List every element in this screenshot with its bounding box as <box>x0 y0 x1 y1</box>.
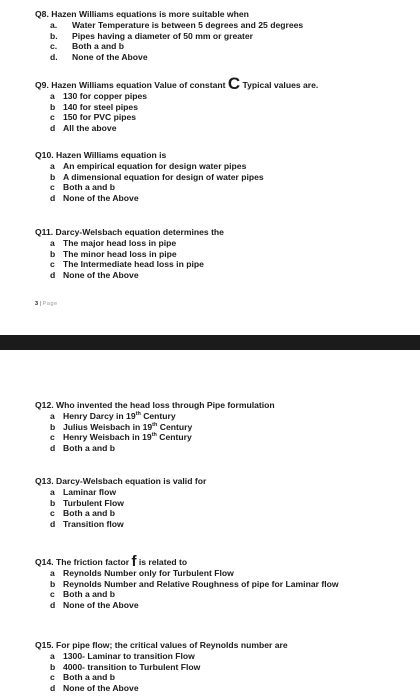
option-d <box>35 123 415 134</box>
option-text: The minor head loss in pipe <box>63 248 177 259</box>
title-text: is related to <box>136 557 188 567</box>
options-list <box>35 238 415 281</box>
question-q13 <box>35 476 415 530</box>
option-letter: a <box>50 410 55 421</box>
option-letter: c <box>50 432 55 443</box>
question-title: Q11. Darcy-Welsbach equation determines the <box>35 227 224 237</box>
option-letter: c <box>50 182 55 193</box>
ordinal-suffix: th <box>135 410 141 417</box>
option-text: Turbulent Flow <box>63 497 124 508</box>
option-letter: b <box>50 421 56 432</box>
option-a <box>35 487 415 498</box>
option-text: 4000- transition to Turbulent Flow <box>63 661 201 672</box>
document-page-2 <box>0 350 420 700</box>
options-list <box>35 487 415 530</box>
option-b <box>35 31 415 42</box>
option-b <box>35 102 415 113</box>
option-text: The major head loss in pipe <box>63 237 177 248</box>
page-label: Page <box>42 301 58 307</box>
option-a <box>35 238 415 249</box>
option-c <box>35 432 415 443</box>
option-letter: c <box>50 112 55 123</box>
page-break-divider <box>0 335 420 350</box>
option-c <box>35 672 415 683</box>
option-letter: d <box>50 270 56 281</box>
option-text: All the above <box>63 123 117 134</box>
option-letter: b. <box>50 30 58 41</box>
question-title <box>35 74 415 93</box>
option-a <box>35 568 415 579</box>
option-text: None of the Above <box>63 193 139 204</box>
question-q14 <box>35 553 415 611</box>
option-letter: d <box>50 443 56 454</box>
option-d <box>35 52 415 63</box>
option-text-tail: Century <box>156 432 192 443</box>
ordinal-suffix: th <box>152 421 158 428</box>
option-text: 150 for PVC pipes <box>63 112 137 123</box>
option-b <box>35 172 415 183</box>
option-letter: b <box>50 248 56 259</box>
option-letter: c <box>50 589 55 600</box>
option-text: 1300- Laminar to transition Flow <box>63 650 195 661</box>
option-text: 130 for copper pipes <box>63 90 148 101</box>
option-text: Transition flow <box>63 519 124 530</box>
options-list <box>35 651 415 694</box>
options-list <box>35 568 415 611</box>
option-a <box>35 651 415 662</box>
option-d <box>35 519 415 530</box>
option-letter: b <box>50 661 56 672</box>
option-c <box>35 41 415 52</box>
option-text: 140 for steel pipes <box>63 101 138 112</box>
option-letter: b <box>50 578 56 589</box>
question-q8 <box>35 9 415 63</box>
option-letter: b <box>50 101 56 112</box>
question-q12 <box>35 400 415 454</box>
option-text: Laminar flow <box>63 486 117 497</box>
options-list <box>35 91 415 134</box>
option-letter: d <box>50 683 56 694</box>
option-text-main: Henry Darcy in 19 <box>63 410 136 421</box>
options-list <box>35 20 415 63</box>
option-text: Reynolds Number only for Turbulent Flow <box>63 567 234 578</box>
option-d <box>35 193 415 204</box>
option-letter: d <box>50 519 56 530</box>
question-q11 <box>35 227 415 281</box>
option-text: None of the Above <box>63 683 139 694</box>
option-c <box>35 259 415 270</box>
option-a <box>35 20 415 31</box>
option-letter: b <box>50 497 56 508</box>
option-text-main: Julius Weisbach in 19 <box>63 421 153 432</box>
option-b <box>35 662 415 673</box>
title-text: Typical values are. <box>240 80 319 90</box>
option-d <box>35 600 415 611</box>
option-text: Both a and b <box>63 508 116 519</box>
option-a <box>35 411 415 422</box>
option-letter: d <box>50 123 56 134</box>
constant-c-symbol: C <box>227 74 241 93</box>
option-text: None of the Above <box>72 52 148 63</box>
option-c <box>35 589 415 600</box>
option-text: None of the Above <box>63 270 139 281</box>
option-letter: d. <box>50 52 58 63</box>
option-text: Both a and b <box>63 182 116 193</box>
option-letter: a <box>50 160 55 171</box>
option-a <box>35 91 415 102</box>
option-letter: a <box>50 567 55 578</box>
option-letter: d <box>50 600 56 611</box>
option-text: An empirical equation for design water pipes <box>63 160 247 171</box>
option-text <box>63 432 192 443</box>
option-text: Reynolds Number and Relative Roughness of pipe for Laminar flow <box>63 578 339 589</box>
option-b <box>35 498 415 509</box>
option-text-main: Henry Weisbach in 19 <box>63 432 152 443</box>
question-title: Q8. Hazen Williams equations is more suitable when <box>35 9 249 19</box>
option-c <box>35 508 415 519</box>
option-text: The Intermediate head loss in pipe <box>63 259 204 270</box>
option-letter: c <box>50 508 55 519</box>
title-text: Q9. Hazen Williams equation Value of constant <box>35 80 228 90</box>
option-letter: b <box>50 171 56 182</box>
options-list <box>35 411 415 454</box>
question-title: Q10. Hazen Williams equation is <box>35 150 167 160</box>
option-text <box>63 411 176 422</box>
option-letter: a <box>50 486 55 497</box>
option-b <box>35 249 415 260</box>
title-text: Q14. The friction factor <box>35 557 132 567</box>
option-text: Both a and b <box>72 41 125 52</box>
option-letter: a <box>50 650 55 661</box>
option-text: A dimensional equation for design of water pipes <box>63 171 264 182</box>
question-q15 <box>35 640 415 694</box>
question-q10 <box>35 150 415 204</box>
option-c <box>35 182 415 193</box>
option-b <box>35 579 415 590</box>
page-footer <box>35 299 58 310</box>
option-letter: a <box>50 237 55 248</box>
option-d <box>35 683 415 694</box>
option-text-tail: Century <box>157 421 193 432</box>
option-d <box>35 270 415 281</box>
options-list <box>35 161 415 204</box>
option-letter: c <box>50 259 55 270</box>
question-title: Q15. For pipe flow; the critical values of Reynolds number are <box>35 640 288 650</box>
question-title <box>35 553 415 570</box>
option-letter: a. <box>50 19 58 30</box>
option-text: Both a and b <box>63 672 116 683</box>
option-text <box>63 422 192 433</box>
option-text-main: Both a and b <box>63 443 116 454</box>
ordinal-suffix: th <box>151 432 157 439</box>
option-letter: d <box>50 193 56 204</box>
option-d <box>35 443 415 454</box>
friction-factor-symbol: f <box>131 553 137 570</box>
question-title: Q12. Who invented the head loss through Pipe formulation <box>35 400 275 410</box>
option-text <box>63 443 115 454</box>
option-letter: c. <box>50 41 58 52</box>
page-number: 3 <box>35 301 39 307</box>
option-letter: a <box>50 90 55 101</box>
option-letter: c <box>50 672 55 683</box>
option-b <box>35 422 415 433</box>
option-text: Water Temperature is between 5 degrees and 25 degrees <box>72 19 304 30</box>
option-text: None of the Above <box>63 600 139 611</box>
footer-separator: | <box>38 301 43 307</box>
option-text: Pipes having a diameter of 50 mm or greater <box>72 30 254 41</box>
option-a <box>35 161 415 172</box>
question-title: Q13. Darcy-Welsbach equation is valid for <box>35 476 207 486</box>
document-page-1 <box>0 0 420 335</box>
option-text: Both a and b <box>63 589 116 600</box>
question-q9 <box>35 74 415 134</box>
option-c <box>35 112 415 123</box>
option-text-tail: Century <box>140 410 176 421</box>
